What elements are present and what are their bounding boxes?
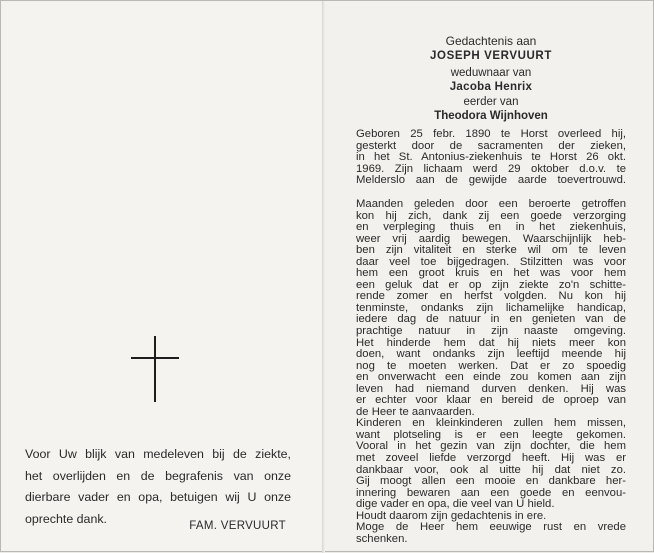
text-line: met zoveel liefde verzorgd heeft. Hij was er: [356, 452, 626, 465]
text-line: Geboren 25 febr. 1890 te Horst overleed hij,: [356, 128, 626, 140]
signature: FAM. VERVUURT: [189, 520, 286, 532]
thanks-message: [25, 444, 291, 530]
cross-icon-vertical: [154, 336, 156, 402]
tribute-paragraph: [356, 199, 626, 545]
text-line: want plotseling is er een leegte gekomen.: [356, 428, 626, 441]
relation-text: weduwnaar van: [450, 67, 532, 79]
text-line: Maanden geleden door een beroerte getroffen: [356, 198, 626, 210]
text-line: dige vader en opa, die veel van U hield.: [356, 498, 555, 511]
cross-icon-horizontal: [131, 357, 179, 359]
text-line: prachtige natuur in zijn naaste omgeving.: [356, 325, 626, 338]
text-line: dankbaar voor, ook al uitte hij dat niet zo.: [356, 463, 626, 476]
text-line: een geluk dat er op zijn ziekte zo'n schitte-: [356, 278, 626, 291]
text-line: 1969. Zijn lichaam werd 29 oktober d.o.v. te: [356, 162, 626, 175]
text-line: iedere dag de natuur in en genieten van de: [356, 313, 626, 326]
left-panel: [3, 3, 321, 551]
text-line: de Heer te aanvaarden.: [356, 405, 475, 418]
text-line: Moge de Heer hem eeuwige rust en vrede: [356, 521, 626, 534]
text-line: ben zijn vitaliteit en sterke wil om te leven: [356, 244, 626, 257]
text-line: weer vrij aardig bewegen. Waarschijnlijk heb-: [356, 232, 626, 245]
relation-text: eerder van: [463, 96, 519, 108]
text-line: schenken.: [356, 532, 408, 545]
deceased-name: JOSEPH VERVUURT: [430, 50, 552, 62]
text-line: Het hinderde hem dat hij niets meer kon: [356, 336, 626, 349]
intro-text: Gedachtenis aan: [445, 34, 537, 48]
text-line: daar veel toe bijgedragen. Stilzitten was voor: [356, 255, 626, 268]
text-line: in het St. Antonius-ziekenhuis te Horst 26 okt.: [356, 151, 626, 164]
text-line: gesterkt door de sacramenten der zieken,: [356, 139, 626, 152]
thanks-line: Voor Uw blijk van medeleven bij de ziekte,: [25, 447, 291, 461]
text-line: nog te moeten werken. Dat er zo spoedig: [356, 359, 626, 372]
text-line: tenminste, ondanks zijn lichamelijke handicap,: [356, 301, 626, 314]
thanks-line: oprechte dank.: [25, 511, 107, 526]
thanks-line: het overlijden en de begrafenis van onze: [25, 468, 291, 483]
text-line: Gij moogt allen een mooie en dankbare her-: [356, 475, 626, 488]
spouse-name: Theodora Wijnhoven: [434, 110, 548, 122]
text-line: Vooral in het gezin van zijn dochter, die hem: [356, 440, 626, 453]
text-line: kon hij zich, dank zij een goede verzorging: [356, 209, 626, 222]
text-line: hem een groot kruis en het was voor hem: [356, 267, 626, 280]
text-line: er echter voor klaar en bereid de oproep van: [356, 394, 626, 407]
text-line: Melderslo aan de gewijde aarde toevertrouwd.: [356, 174, 626, 187]
text-line: en verpleging thuis en in het ziekenhuis,: [356, 221, 626, 234]
text-line: Kinderen en kleinkinderen zullen hem missen,: [356, 417, 626, 430]
text-line: en onverwacht een einde zou komen aan zijn: [356, 371, 626, 384]
thanks-line: dierbare vader en opa, betuigen wij U onze: [25, 490, 291, 504]
text-line: doen, want ondanks zijn leeftijd meende hij: [356, 348, 626, 361]
text-line: innering bewaren aan een goede en eenvou-: [356, 486, 626, 499]
biography-paragraph: [356, 129, 626, 187]
text-line: rende zomer en herfst volgden. Nu kon hij: [356, 290, 626, 303]
text-line: Houdt daarom zijn gedachtenis in ere.: [356, 509, 547, 522]
spouse-name: Jacoba Henrix: [449, 81, 533, 93]
text-line: leven had niemand durven denken. Hij was: [356, 382, 626, 395]
